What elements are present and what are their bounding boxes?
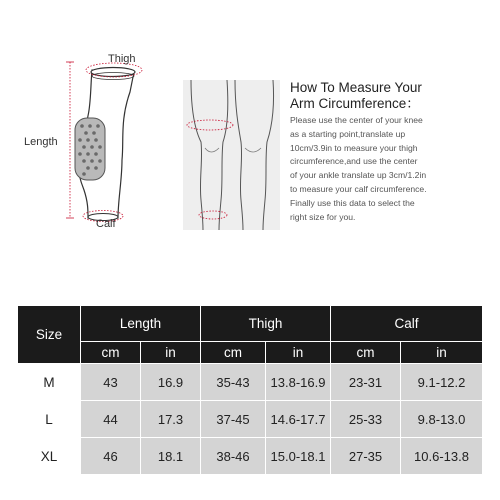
size-chart-table	[17, 305, 483, 475]
unit-header: in	[401, 342, 483, 364]
value-cell: 14.6-17.7	[266, 401, 331, 438]
value-cell: 37-45	[201, 401, 266, 438]
unit-header: cm	[331, 342, 401, 364]
unit-header: cm	[201, 342, 266, 364]
value-cell: 9.1-12.2	[401, 364, 483, 401]
value-cell: 10.6-13.8	[401, 438, 483, 475]
unit-header: in	[141, 342, 201, 364]
value-cell: 17.3	[141, 401, 201, 438]
instruction-line: as a starting point,translate up	[290, 128, 406, 139]
group-header-length: Length	[81, 306, 201, 342]
group-header-thigh: Thigh	[201, 306, 331, 342]
value-cell: 35-43	[201, 364, 266, 401]
size-cell: XL	[18, 438, 81, 475]
instruction-line: 10cm/3.9in to measure your thigh	[290, 142, 418, 153]
value-cell: 38-46	[201, 438, 266, 475]
size-cell: L	[18, 401, 81, 438]
legs-measure-illustration	[183, 80, 280, 230]
size-cell: M	[18, 364, 81, 401]
value-cell: 13.8-16.9	[266, 364, 331, 401]
instruction-line: circumference,and use the center	[290, 156, 418, 167]
value-cell: 15.0-18.1	[266, 438, 331, 475]
calf-label: Calf	[96, 218, 116, 230]
value-cell: 46	[81, 438, 141, 475]
instruction-line: Please use the center of your knee	[290, 115, 423, 125]
value-cell: 27-35	[331, 438, 401, 475]
instruction-line: Finally use this data to select the	[290, 197, 415, 208]
instruction-line: right size for you.	[290, 211, 356, 222]
table-row	[18, 438, 483, 475]
value-cell: 23-31	[331, 364, 401, 401]
unit-header: cm	[81, 342, 141, 364]
value-cell: 16.9	[141, 364, 201, 401]
value-cell: 18.1	[141, 438, 201, 475]
instruction-line: to measure your calf circumference.	[290, 183, 427, 194]
table-row	[18, 364, 483, 401]
value-cell: 43	[81, 364, 141, 401]
group-header-calf: Calf	[331, 306, 483, 342]
value-cell: 25-33	[331, 401, 401, 438]
size-header: Size	[18, 306, 81, 364]
length-label: Length	[24, 136, 58, 148]
thigh-label: Thigh	[108, 53, 136, 65]
instructions-title: How To Measure Your Arm Circumference：	[290, 80, 422, 111]
instruction-line: of your ankle translate up 3cm/1.2in	[290, 170, 427, 181]
instructions-body	[290, 114, 490, 224]
table-row	[18, 401, 483, 438]
unit-header: in	[266, 342, 331, 364]
value-cell: 9.8-13.0	[401, 401, 483, 438]
value-cell: 44	[81, 401, 141, 438]
